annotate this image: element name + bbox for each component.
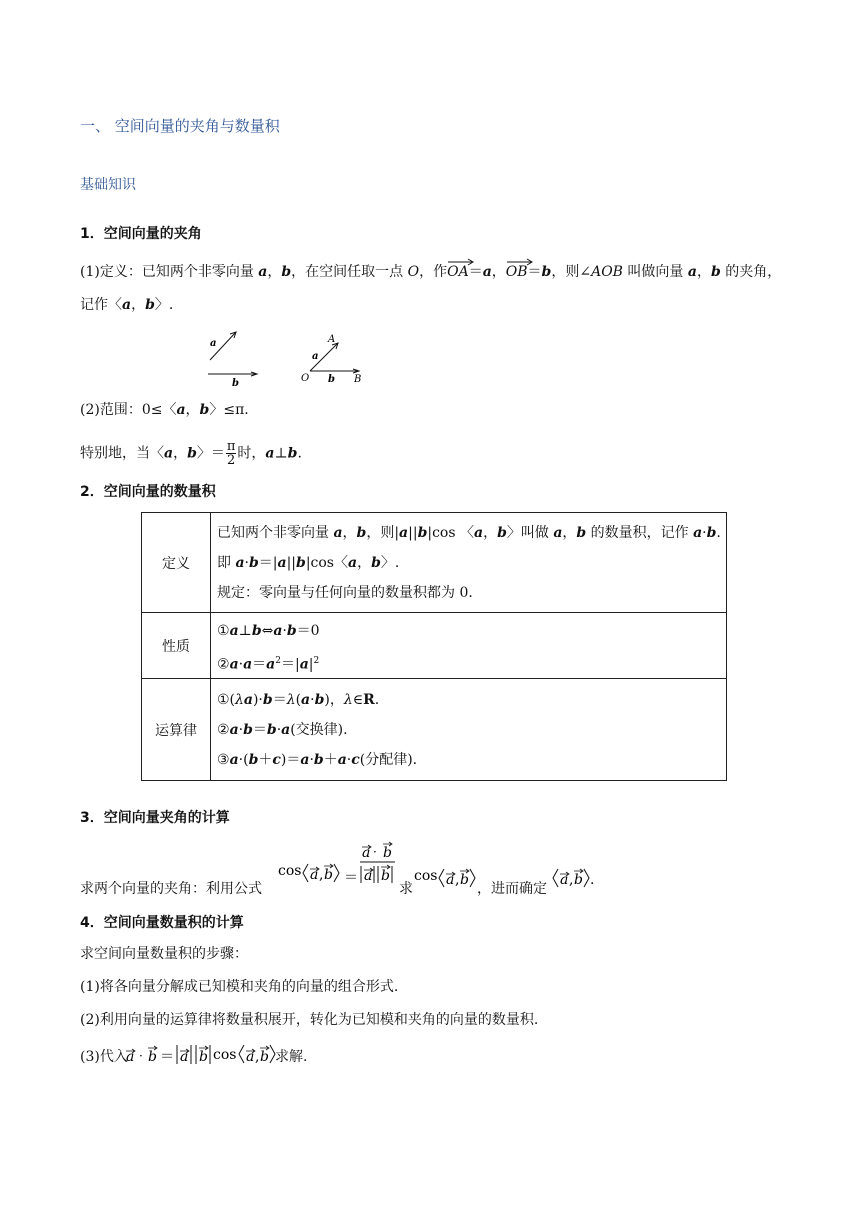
angle-definition: (1)定义：已知两个非零向量 a，b，在空间任取一点 O，作 OA＝a， OB＝b，则∠AOB 叫做向量 a，b 的夹角， xyxy=(80,263,781,281)
svg-text:＝: ＝ xyxy=(344,870,358,886)
svg-text:b: b xyxy=(381,868,390,884)
svg-text:·: · xyxy=(139,1049,143,1063)
dot-calc-intro: 求空间向量数量积的步骤： xyxy=(80,946,248,962)
angle-expression xyxy=(551,863,595,895)
cosine-formula xyxy=(276,836,398,894)
dot-product-table xyxy=(141,512,727,781)
svg-text:a: a xyxy=(180,1049,189,1065)
svg-text:a: a xyxy=(446,872,455,888)
vector-arrow-icon xyxy=(447,258,475,266)
dot-calc-step-1: (1)将各向量分解成已知模和夹角的向量的组合形式. xyxy=(80,979,399,995)
definition-line-1: 已知两个非零向量 a，b，则|a||b|cos 〈a，b〉叫做 a，b 的数量积，记作 a·b. xyxy=(217,524,721,541)
angle-figure xyxy=(200,327,370,387)
table-row-laws xyxy=(142,679,727,781)
dot-calc-step-2: (2)利用向量的运算律将数量积展开，转化为已知模和夹角的向量的数量积. xyxy=(80,1012,539,1028)
property-line-1: ①a⊥b⇔a·b＝0 xyxy=(217,622,320,639)
angle-calc-title: 3．空间向量夹角的计算 xyxy=(80,810,230,826)
svg-text:·: · xyxy=(373,845,377,859)
property-line-2: $②a\cdot a=a^2=|a|^2$ xyxy=(217,655,320,673)
svg-text:b: b xyxy=(260,1049,269,1065)
law-line-2: ②a·b＝b·a(交换律). xyxy=(217,721,348,738)
svg-text:b: b xyxy=(460,872,469,888)
angle-calc-text-3: ，进而确定 xyxy=(477,881,547,897)
definition-line-2: 即 a·b＝|a||b|cos〈a，b〉. xyxy=(217,554,400,571)
row-label: 运算律 xyxy=(142,679,211,781)
angle-special: 特别地，当〈a，b〉＝ $\frac{\pi}{2}$ 时，a⊥b. xyxy=(80,439,302,468)
svg-text:a: a xyxy=(362,845,371,861)
vector-arrow-icon xyxy=(506,258,534,266)
svg-text:b: b xyxy=(383,845,392,861)
angle-range: (2)范围：0≤〈a，b〉≤π. xyxy=(80,402,249,418)
figure-label-a: a xyxy=(210,338,217,349)
cos-angle-expression xyxy=(413,863,477,895)
angle-calc-text-2: 求 xyxy=(399,881,413,897)
definition-line-3: 规定：零向量与任何向量的数量积都为 0. xyxy=(217,584,473,601)
table-row-properties xyxy=(142,613,727,679)
svg-text:b: b xyxy=(148,1049,157,1065)
dot-title: 2．空间向量的数量积 xyxy=(80,484,216,500)
section-title: 一、 空间向量的夹角与数量积 xyxy=(80,117,280,135)
svg-text:,: , xyxy=(319,867,324,883)
svg-text:a: a xyxy=(310,867,319,883)
svg-text:a: a xyxy=(560,872,569,888)
svg-text:,: , xyxy=(569,872,574,888)
svg-text:cos: cos xyxy=(278,863,302,879)
row-label: 定义 xyxy=(142,513,211,613)
svg-text:,: , xyxy=(255,1049,260,1065)
law-line-1: ①(λa)·b＝λ(a·b)，λ∈R. xyxy=(217,691,380,708)
dot-calc-step-3-suffix: 求解. xyxy=(275,1049,308,1065)
figure-label-b: b xyxy=(232,378,239,387)
subsection-basics: 基础知识 xyxy=(80,177,136,193)
svg-text:a: a xyxy=(126,1049,135,1065)
svg-text:,: , xyxy=(455,872,460,888)
table-row-definition xyxy=(142,513,727,613)
svg-text:b: b xyxy=(199,1049,208,1065)
dot-calc-title: 4．空间向量数量积的计算 xyxy=(80,915,244,931)
svg-text:cos: cos xyxy=(213,1047,237,1063)
law-line-3: ③a·(b＋c)＝a·b＋a·c(分配律). xyxy=(217,751,418,768)
svg-text:b: b xyxy=(324,867,333,883)
dot-calc-step-3-prefix: (3)代入 xyxy=(80,1049,128,1065)
angle-title: 1．空间向量的夹角 xyxy=(80,226,202,242)
svg-text:a: a xyxy=(364,868,373,884)
svg-text:＝: ＝ xyxy=(160,1049,174,1065)
svg-text:.: . xyxy=(590,872,595,888)
row-label: 性质 xyxy=(142,613,211,679)
svg-text:a: a xyxy=(246,1049,255,1065)
angle-notation: 记作〈a，b〉. xyxy=(80,297,174,313)
figure-label-b2: b xyxy=(328,374,335,385)
figure-label-B: B xyxy=(354,374,362,385)
angle-calc-text-1: 求两个向量的夹角：利用公式 xyxy=(80,881,262,897)
svg-text:cos: cos xyxy=(414,868,438,884)
figure-label-a2: a xyxy=(312,351,319,362)
svg-text:b: b xyxy=(574,872,583,888)
figure-label-O: O xyxy=(301,373,310,384)
figure-label-A: A xyxy=(328,334,336,345)
